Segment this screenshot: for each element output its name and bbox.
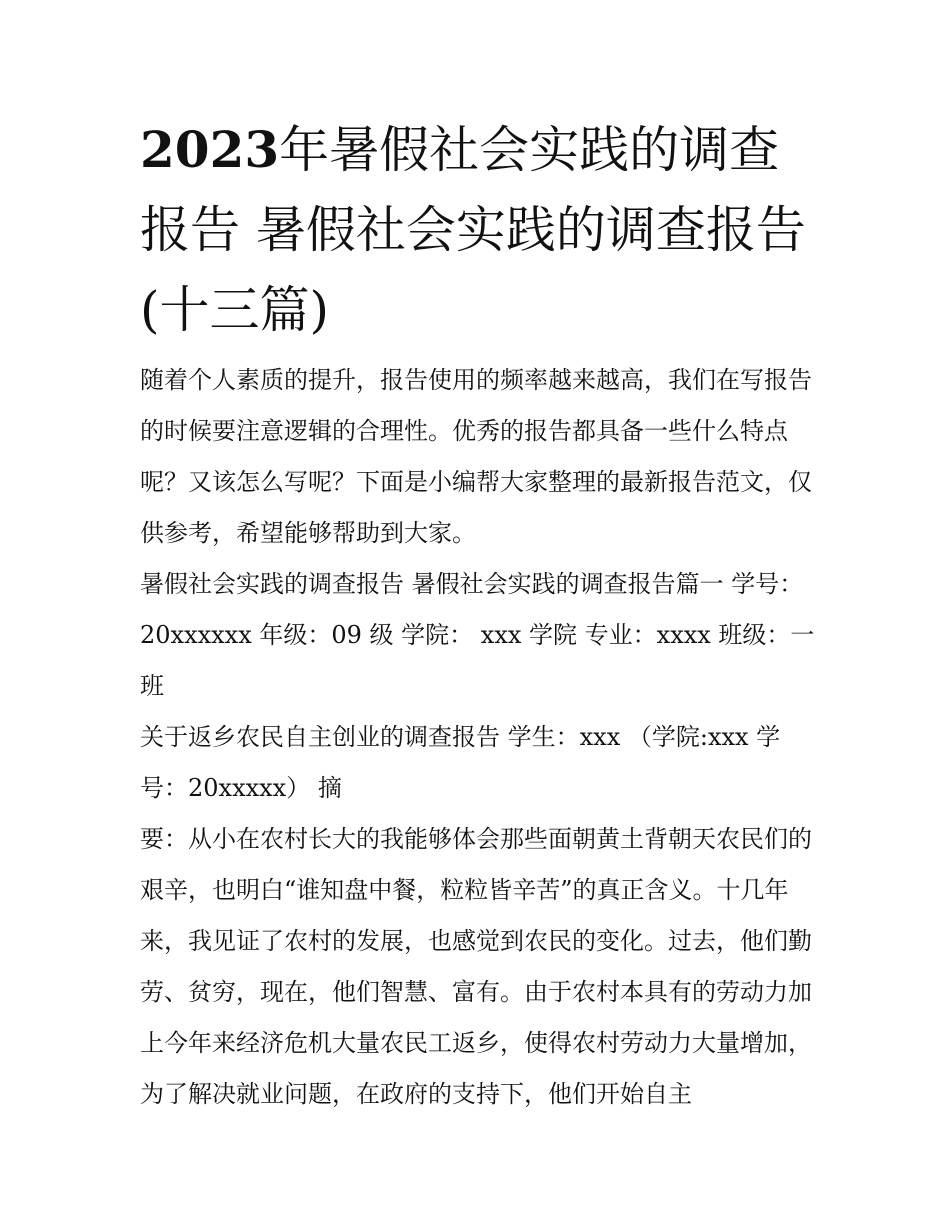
report-title-paragraph: 关于返乡农民自主创业的调查报告 学生：xxx （学院:xxx 学号：20xxxxx） 摘 — [140, 723, 781, 802]
title-text: 年暑假社会实践的调查报告 暑假社会实践的调查报告(十三篇) — [140, 121, 806, 339]
report-header-paragraph: 暑假社会实践的调查报告 暑假社会实践的调查报告篇一 学号：20xxxxxx 年级：09 级 学院： xxx 学院 专业：xxxx 班级：一班 — [140, 570, 815, 700]
intro-paragraph: 随着个人素质的提升，报告使用的频率越来越高，我们在写报告的时候要注意逻辑的合理性。优秀的报告都具备一些什么特点呢？又该怎么写呢？下面是小编帮大家整理的最新报告范文，仅供参考，希望能够帮助到大家。 — [140, 366, 812, 547]
document-body — [140, 355, 820, 1120]
abstract-paragraph: 要：从小在农村长大的我能够体会那些面朝黄土背朝天农民们的艰辛，也明白“谁知盘中餐，粒粒皆辛苦”的真正含义。十几年来，我见证了农村的发展，也感觉到农民的变化。过去，他们勤劳、贫穷，现在，他们智慧、富有。由于农村本具有的劳动力加上今年来经济危机大量农民工返乡，使得农村劳动力大量增加，为了解决就业问题，在政府的支持下，他们开始自主 — [140, 825, 812, 1108]
document-title — [140, 110, 820, 350]
title-year: 2023 — [140, 120, 280, 179]
